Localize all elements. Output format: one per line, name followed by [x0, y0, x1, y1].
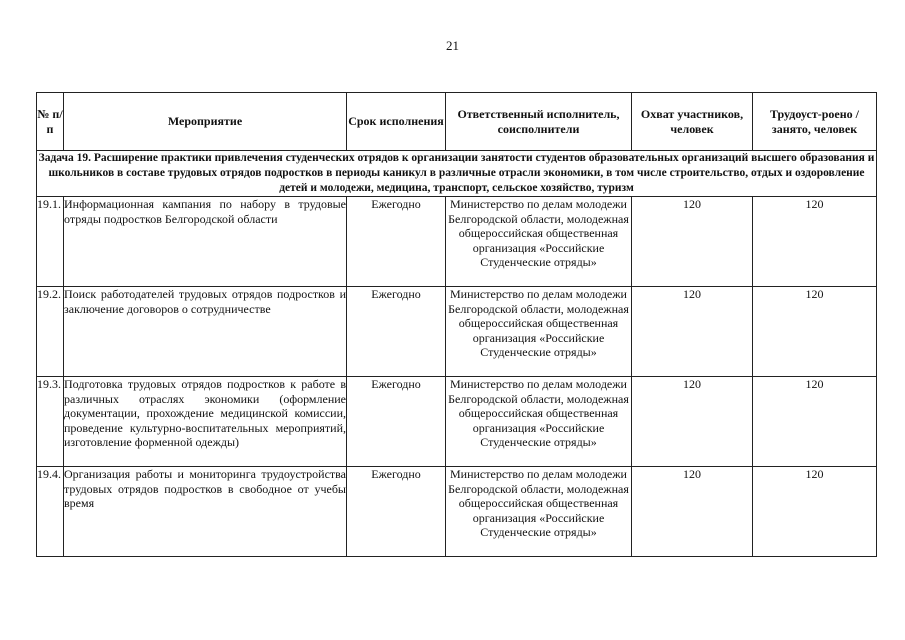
row-coverage: 120 — [632, 197, 753, 287]
row-term: Ежегодно — [347, 377, 446, 467]
row-term: Ежегодно — [347, 467, 446, 557]
row-employed: 120 — [753, 197, 877, 287]
table-row — [37, 467, 877, 557]
header-responsible: Ответственный исполнитель, соисполнители — [446, 93, 632, 151]
row-num: 19.3. — [37, 377, 64, 467]
row-term: Ежегодно — [347, 287, 446, 377]
page-number: 21 — [446, 38, 459, 53]
table-row — [37, 287, 877, 377]
header-term: Срок исполнения — [347, 93, 446, 151]
row-term: Ежегодно — [347, 197, 446, 287]
task-title: Задача 19. Расширение практики привлечения студенческих отрядов к организации занятости студентов образовательных организаций высшего образования и школьников в составе трудовых отрядов подростков в периоды каникул в различные отрасли экономики, в том числе строительство, отдых и оздоровление детей и молодежи, медицина, транспорт, сельское хозяйство, туризм — [37, 151, 877, 197]
row-num: 19.2. — [37, 287, 64, 377]
row-employed: 120 — [753, 287, 877, 377]
table-row — [37, 377, 877, 467]
header-row — [37, 93, 877, 151]
row-employed: 120 — [753, 467, 877, 557]
row-responsible: Министерство по делам молодежи Белгородской области, молодежная общероссийская общественная организация «Российские Студенческие отряды» — [446, 197, 632, 287]
row-responsible: Министерство по делам молодежи Белгородской области, молодежная общероссийская общественная организация «Российские Студенческие отряды» — [446, 377, 632, 467]
header-event: Мероприятие — [64, 93, 347, 151]
row-coverage: 120 — [632, 467, 753, 557]
row-employed: 120 — [753, 377, 877, 467]
row-responsible: Министерство по делам молодежи Белгородской области, молодежная общероссийская общественная организация «Российские Студенческие отряды» — [446, 287, 632, 377]
row-event: Поиск работодателей трудовых отрядов подростков и заключение договоров о сотрудничестве — [64, 287, 347, 377]
row-coverage: 120 — [632, 377, 753, 467]
measures-table — [36, 92, 877, 557]
header-coverage: Охват участников, человек — [632, 93, 753, 151]
row-responsible: Министерство по делам молодежи Белгородской области, молодежная общероссийская общественная организация «Российские Студенческие отряды» — [446, 467, 632, 557]
row-coverage: 120 — [632, 287, 753, 377]
table-row — [37, 197, 877, 287]
header-num: № п/п — [37, 93, 64, 151]
row-num: 19.4. — [37, 467, 64, 557]
row-num: 19.1. — [37, 197, 64, 287]
row-event: Подготовка трудовых отрядов подростков к работе в различных отраслях экономики (оформление документации, прохождение медицинской комиссии, проведение культурно-воспитательных мероприятий, изготовление форменной одежды) — [64, 377, 347, 467]
row-event: Информационная кампания по набору в трудовые отряды подростков Белгородской области — [64, 197, 347, 287]
task-row — [37, 151, 877, 197]
row-event: Организация работы и мониторинга трудоустройства трудовых отрядов подростков в свободное от учебы время — [64, 467, 347, 557]
header-employed: Трудоуст-роено / занято, человек — [753, 93, 877, 151]
